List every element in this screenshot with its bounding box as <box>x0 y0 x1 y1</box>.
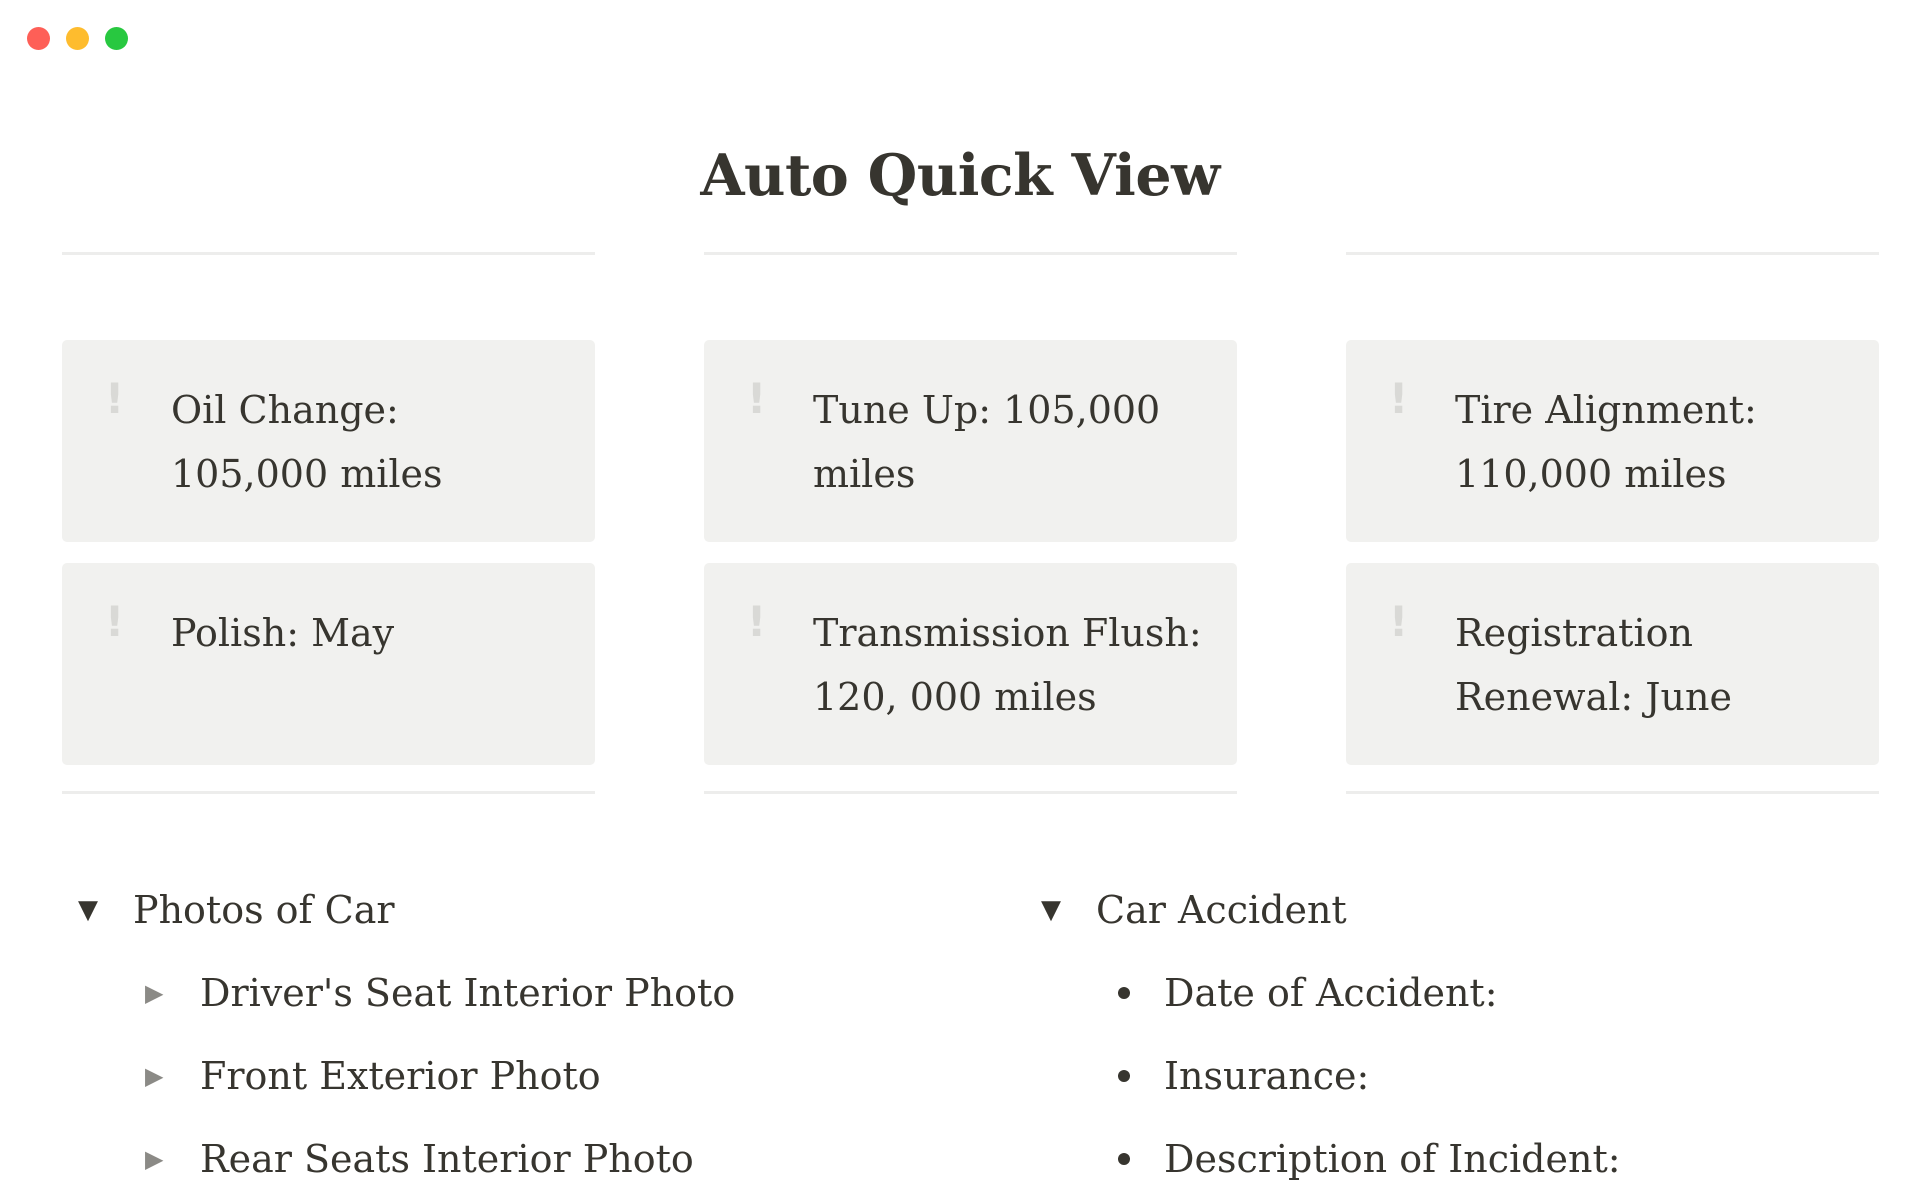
divider <box>704 252 1237 255</box>
maximize-window-button[interactable] <box>105 27 128 50</box>
toggle-photos-of-car[interactable] <box>78 882 395 938</box>
toggle-item-label: Front Exterior Photo <box>200 1054 601 1098</box>
callout-text: Oil Change: 105,000 miles <box>171 388 443 496</box>
callout-text: Registration Renewal: June <box>1455 611 1732 719</box>
callout-transmission-flush[interactable] <box>704 563 1237 765</box>
bullet-icon <box>1118 1070 1130 1082</box>
list-item-label: Date of Accident: <box>1164 971 1498 1015</box>
callout-text: Tire Alignment: 110,000 miles <box>1455 388 1757 496</box>
callout-text: Polish: May <box>171 611 395 655</box>
callout-text: Tune Up: 105,000 miles <box>813 388 1161 496</box>
exclamation-icon[interactable]: ! <box>747 597 767 646</box>
triangle-right-icon[interactable]: ▶ <box>145 1062 164 1090</box>
exclamation-icon[interactable]: ! <box>105 597 125 646</box>
toggle-item-label: Rear Seats Interior Photo <box>200 1137 694 1181</box>
bullet-icon <box>1118 1153 1130 1165</box>
toggle-label: Car Accident <box>1096 888 1347 932</box>
minimize-window-button[interactable] <box>66 27 89 50</box>
exclamation-icon[interactable]: ! <box>105 374 125 423</box>
list-item-insurance[interactable] <box>1110 1048 1369 1104</box>
triangle-down-icon[interactable]: ▼ <box>1041 895 1061 925</box>
toggle-item-rear-seats-photo[interactable] <box>145 1131 694 1187</box>
toggle-label: Photos of Car <box>133 888 395 932</box>
exclamation-icon[interactable]: ! <box>1389 597 1409 646</box>
list-item-date-of-accident[interactable] <box>1110 965 1498 1021</box>
callout-polish[interactable] <box>62 563 595 765</box>
divider <box>62 791 595 794</box>
divider <box>62 252 595 255</box>
toggle-item-label: Driver's Seat Interior Photo <box>200 971 736 1015</box>
list-item-description-of-incident[interactable] <box>1110 1131 1621 1187</box>
triangle-right-icon[interactable]: ▶ <box>145 979 164 1007</box>
list-item-label: Description of Incident: <box>1164 1137 1621 1181</box>
exclamation-icon[interactable]: ! <box>747 374 767 423</box>
toggle-car-accident[interactable] <box>1041 882 1347 938</box>
callout-tune-up[interactable] <box>704 340 1237 542</box>
callout-oil-change[interactable] <box>62 340 595 542</box>
close-window-button[interactable] <box>27 27 50 50</box>
divider <box>1346 252 1879 255</box>
toggle-item-drivers-seat-photo[interactable] <box>145 965 735 1021</box>
page-title: Auto Quick View <box>700 142 1220 209</box>
divider <box>1346 791 1879 794</box>
triangle-down-icon[interactable]: ▼ <box>78 895 98 925</box>
callout-registration-renewal[interactable] <box>1346 563 1879 765</box>
exclamation-icon[interactable]: ! <box>1389 374 1409 423</box>
list-item-label: Insurance: <box>1164 1054 1370 1098</box>
callout-text: Transmission Flush: 120, 000 miles <box>813 611 1202 719</box>
divider <box>704 791 1237 794</box>
toggle-item-front-exterior-photo[interactable] <box>145 1048 601 1104</box>
callout-tire-alignment[interactable] <box>1346 340 1879 542</box>
bullet-icon <box>1118 987 1130 999</box>
window-controls <box>27 27 128 50</box>
triangle-right-icon[interactable]: ▶ <box>145 1145 164 1173</box>
